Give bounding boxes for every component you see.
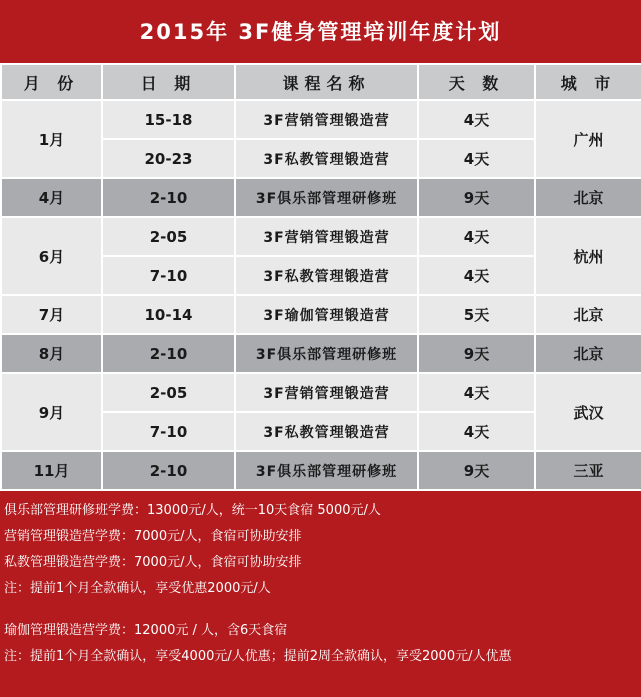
note-line: 营销管理锻造营学费：7000元/人，食宿可协助安排: [4, 529, 302, 544]
table-row: [1, 100, 641, 139]
date-cell: 2-10: [102, 451, 235, 490]
note-line: 瑜伽管理锻造营学费：12000元 / 人，含6天食宿: [4, 623, 288, 638]
month-cell: 9月: [1, 373, 102, 451]
schedule-body: [1, 100, 641, 490]
note-line: 注：提前1个月全款确认，享受4000元/人优惠；提前2周全款确认，享受2000元/人优惠: [4, 649, 512, 664]
city-cell: 武汉: [535, 373, 641, 451]
days-cell: 4天: [418, 373, 535, 412]
course-cell: 3F营销管理锻造营: [235, 100, 418, 139]
days-cell: 4天: [418, 412, 535, 451]
table-row: [1, 373, 641, 412]
table-row: [1, 295, 641, 334]
date-cell: 7-10: [102, 256, 235, 295]
course-cell: 3F俱乐部管理研修班: [235, 451, 418, 490]
table-row: [1, 178, 641, 217]
days-cell: 5天: [418, 295, 535, 334]
course-cell: 3F营销管理锻造营: [235, 217, 418, 256]
month-cell: 1月: [1, 100, 102, 178]
note-line: 私教管理锻造营学费：7000元/人，食宿可协助安排: [4, 555, 302, 570]
course-cell: 3F俱乐部管理研修班: [235, 334, 418, 373]
date-cell: 15-18: [102, 100, 235, 139]
month-cell: 4月: [1, 178, 102, 217]
date-cell: 2-05: [102, 217, 235, 256]
fee-notes: [4, 498, 640, 670]
course-cell: 3F私教管理锻造营: [235, 412, 418, 451]
date-cell: 7-10: [102, 412, 235, 451]
course-cell: 3F俱乐部管理研修班: [235, 178, 418, 217]
date-cell: 2-10: [102, 178, 235, 217]
days-cell: 9天: [418, 178, 535, 217]
course-cell: 3F营销管理锻造营: [235, 373, 418, 412]
table-row: [1, 217, 641, 256]
date-cell: 10-14: [102, 295, 235, 334]
days-cell: 4天: [418, 139, 535, 178]
note-line: 注：提前1个月全款确认，享受优惠2000元/人: [4, 581, 271, 596]
page-title: 2015年 3F健身管理培训年度计划: [139, 20, 502, 44]
month-cell: 11月: [1, 451, 102, 490]
header-days: 天 数: [418, 64, 535, 100]
date-cell: 20-23: [102, 139, 235, 178]
date-cell: 2-05: [102, 373, 235, 412]
days-cell: 9天: [418, 451, 535, 490]
month-cell: 6月: [1, 217, 102, 295]
course-cell: 3F私教管理锻造营: [235, 139, 418, 178]
header-city: 城 市: [535, 64, 641, 100]
header-month: 月 份: [1, 64, 102, 100]
header-row: [1, 64, 641, 100]
table-row: [1, 451, 641, 490]
days-cell: 4天: [418, 256, 535, 295]
city-cell: 三亚: [535, 451, 641, 490]
city-cell: 北京: [535, 295, 641, 334]
header-date: 日 期: [102, 64, 235, 100]
table-row: [1, 334, 641, 373]
course-cell: 3F瑜伽管理锻造营: [235, 295, 418, 334]
course-cell: 3F私教管理锻造营: [235, 256, 418, 295]
header-course: 课程名称: [235, 64, 418, 100]
schedule-table: [0, 63, 641, 491]
month-cell: 8月: [1, 334, 102, 373]
city-cell: 北京: [535, 178, 641, 217]
date-cell: 2-10: [102, 334, 235, 373]
days-cell: 9天: [418, 334, 535, 373]
city-cell: 杭州: [535, 217, 641, 295]
note-line: 俱乐部管理研修班学费：13000元/人，统一10天食宿 5000元/人: [4, 503, 381, 518]
city-cell: 广州: [535, 100, 641, 178]
city-cell: 北京: [535, 334, 641, 373]
days-cell: 4天: [418, 217, 535, 256]
month-cell: 7月: [1, 295, 102, 334]
days-cell: 4天: [418, 100, 535, 139]
notes-spacer: [4, 602, 640, 618]
